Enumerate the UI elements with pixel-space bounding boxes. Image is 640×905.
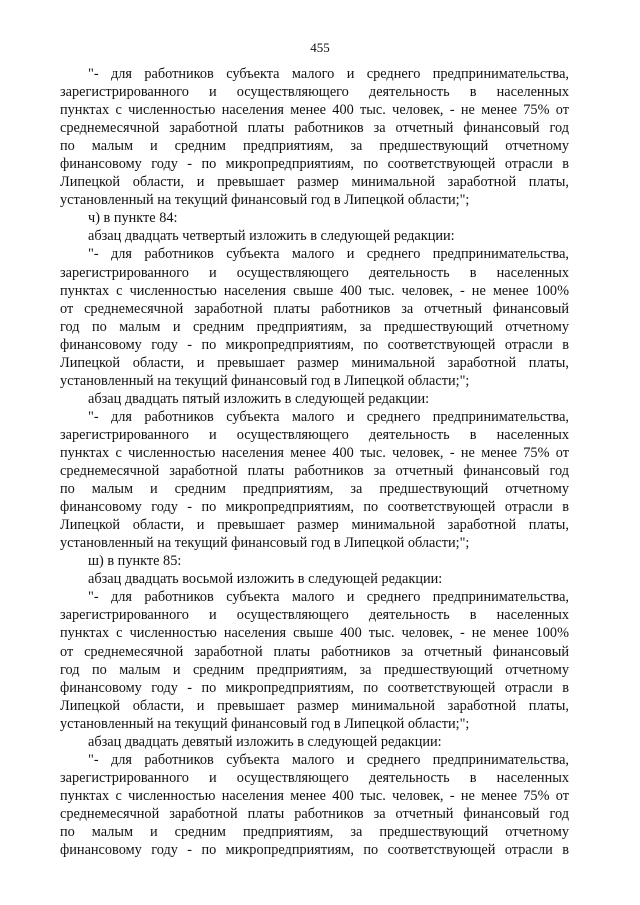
text-line: по малым и средним предприятиям, за предшествующий отчетному	[60, 823, 569, 840]
text-line: от среднемесячной заработной платы работников за отчетный финансовый	[60, 643, 569, 660]
page-number: 455	[310, 40, 330, 55]
text-line: установленный на текущий финансовый год в Липецкой области;";	[60, 535, 470, 552]
text-line: финансовому году - по микропредприятиям, по соответствующей отрасли в	[60, 499, 569, 516]
text-line: среднемесячной заработной платы работников за отчетный финансовый год	[60, 120, 569, 137]
text-line: Липецкой области, и превышает размер минимальной заработной платы,	[60, 174, 569, 191]
text-line: год по малым и средним предприятиям, за предшествующий отчетному	[60, 318, 569, 335]
text-line: "- для работников субъекта малого и среднего предпринимательства,	[88, 66, 569, 82]
text-line: установленный на текущий финансовый год в Липецкой области;";	[60, 715, 470, 732]
text-line: зарегистрированного и осуществляющего деятельность в населенных	[60, 84, 569, 101]
text-line: "- для работников субъекта малого и среднего предпринимательства,	[88, 589, 569, 606]
text-line: абзац двадцать восьмой изложить в следующей редакции:	[88, 571, 443, 588]
text-line: ш) в пункте 85:	[88, 553, 182, 570]
text-line: "- для работников субъекта малого и среднего предпринимательства,	[88, 751, 569, 768]
text-line: финансовому году - по микропредприятиям, по соответствующей отрасли в	[60, 336, 569, 353]
text-line: Липецкой области, и превышает размер минимальной заработной платы,	[60, 354, 569, 371]
text-line: ч) в пункте 84:	[88, 210, 178, 227]
text-line: зарегистрированного и осуществляющего деятельность в населенных	[60, 607, 569, 624]
document-body	[60, 65, 569, 859]
text-line: зарегистрированного и осуществляющего деятельность в населенных	[60, 769, 569, 786]
text-line: абзац двадцать четвертый изложить в следующей редакции:	[88, 228, 455, 245]
text-line: финансовому году - по микропредприятиям, по соответствующей отрасли в	[60, 156, 569, 173]
text-line: среднемесячной заработной платы работников за отчетный финансовый год	[60, 463, 569, 480]
text-line: зарегистрированного и осуществляющего деятельность в населенных	[60, 426, 569, 443]
text-line: среднемесячной заработной платы работников за отчетный финансовый год	[60, 805, 569, 822]
text-line: по малым и средним предприятиям, за предшествующий отчетному	[60, 138, 569, 155]
text-line: абзац двадцать девятый изложить в следующей редакции:	[88, 733, 442, 750]
text-line: финансовому году - по микропредприятиям, по соответствующей отрасли в	[60, 842, 569, 859]
text-line: пунктах с численностью населения менее 400 тыс. человек, - не менее 75% от	[60, 787, 569, 804]
text-line: пунктах с численностью населения свыше 400 тыс. человек, - не менее 100%	[60, 282, 569, 299]
text-line: пунктах с численностью населения менее 400 тыс. человек, - не менее 75% от	[60, 102, 569, 119]
text-line: год по малым и средним предприятиям, за предшествующий отчетному	[60, 661, 569, 678]
text-line: от среднемесячной заработной платы работников за отчетный финансовый	[60, 300, 569, 317]
text-line: зарегистрированного и осуществляющего деятельность в населенных	[60, 264, 569, 281]
text-line: абзац двадцать пятый изложить в следующей редакции:	[88, 390, 430, 407]
text-line: "- для работников субъекта малого и среднего предпринимательства,	[88, 246, 569, 263]
text-line: установленный на текущий финансовый год в Липецкой области;";	[60, 372, 470, 389]
text-line: пунктах с численностью населения свыше 400 тыс. человек, - не менее 100%	[60, 625, 569, 642]
text-line: финансовому году - по микропредприятиям, по соответствующей отрасли в	[60, 679, 569, 696]
text-line: по малым и средним предприятиям, за предшествующий отчетному	[60, 481, 569, 498]
text-line: пунктах с численностью населения менее 400 тыс. человек, - не менее 75% от	[60, 444, 569, 461]
text-line: Липецкой области, и превышает размер минимальной заработной платы,	[60, 697, 569, 714]
text-line: "- для работников субъекта малого и среднего предпринимательства,	[88, 408, 569, 425]
text-line: Липецкой области, и превышает размер минимальной заработной платы,	[60, 517, 569, 534]
text-line: установленный на текущий финансовый год в Липецкой области;";	[60, 192, 470, 209]
